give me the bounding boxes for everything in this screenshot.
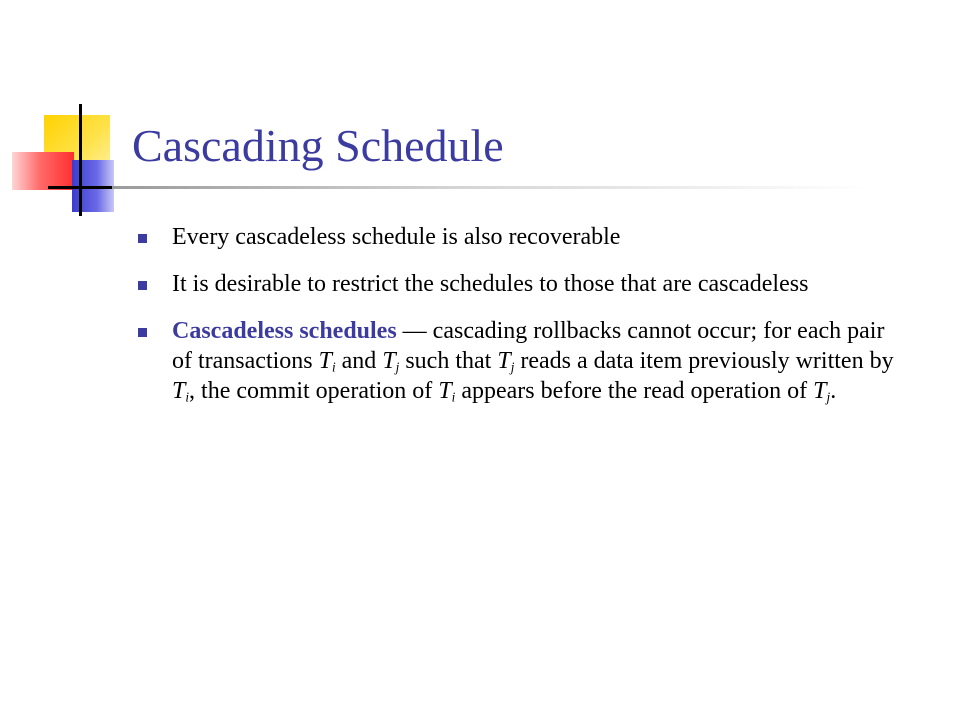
subscript-i: i: [451, 389, 456, 405]
bullet-text: reads a data item previously written by: [514, 348, 894, 374]
subscript-j: j: [826, 389, 831, 405]
highlighted-term: Cascadeless schedules: [172, 318, 397, 344]
logo-red-bar: [12, 152, 74, 190]
bullet-text: appears before the read operation of: [455, 378, 814, 404]
bullet-text: such that: [399, 348, 498, 374]
bullet-text: .: [830, 378, 837, 404]
bullet-item: [134, 222, 894, 252]
var-t: T: [382, 348, 396, 374]
square-bullet-icon: [138, 234, 147, 243]
logo-vertical-line: [79, 104, 82, 216]
var-t: T: [172, 378, 186, 404]
square-bullet-icon: [138, 328, 147, 337]
bullet-text: Every cascadeless schedule is also recoverable: [172, 224, 621, 250]
var-t: T: [438, 378, 452, 404]
var-t: T: [497, 348, 511, 374]
var-t: T: [813, 378, 827, 404]
subscript-i: i: [331, 359, 336, 375]
subscript-j: j: [510, 359, 515, 375]
slide-title: Cascading Schedule: [132, 120, 504, 171]
bullet-text: — cascading rollbacks cannot occur; for each pair of transactions: [172, 318, 885, 374]
var-t: T: [318, 348, 332, 374]
bullet-text: and: [335, 348, 383, 374]
title-underline: [112, 186, 872, 189]
subscript-i: i: [185, 389, 190, 405]
bullet-item: [134, 269, 894, 299]
bullet-list: [134, 222, 894, 423]
bullet-text: , the commit operation of: [189, 378, 439, 404]
subscript-j: j: [395, 359, 400, 375]
square-bullet-icon: [138, 281, 147, 290]
bullet-item: [134, 316, 894, 406]
bullet-text: It is desirable to restrict the schedules to those that are cascadeless: [172, 271, 809, 297]
